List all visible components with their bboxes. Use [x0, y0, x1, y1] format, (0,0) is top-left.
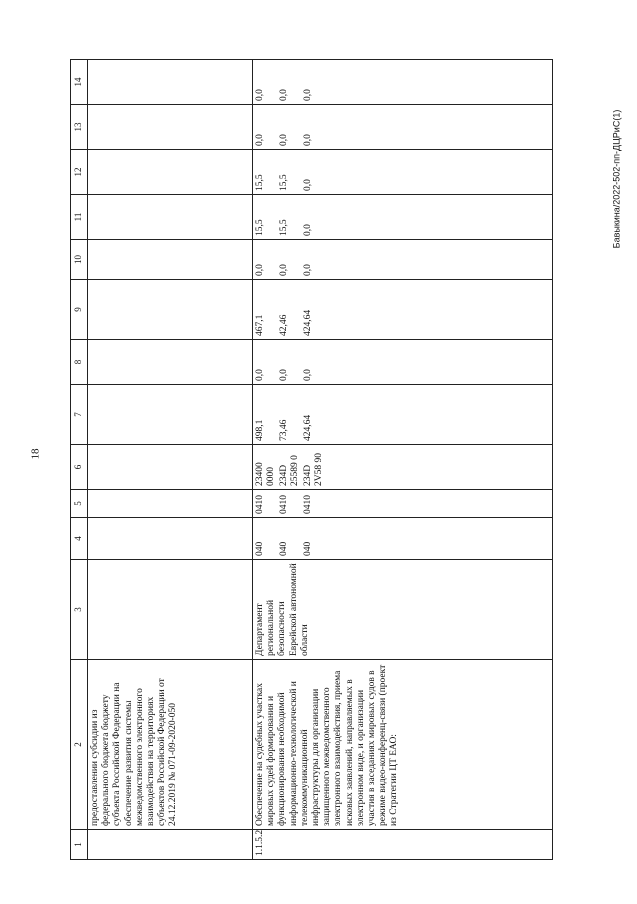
- page-number: 18: [29, 448, 42, 460]
- cell: [88, 340, 253, 385]
- col-header: 10: [71, 240, 88, 280]
- col-header: 13: [71, 105, 88, 150]
- row-number: [88, 830, 253, 860]
- cell: [88, 490, 253, 518]
- cell: [88, 385, 253, 445]
- responsible: Департамент региональной безопасности Еврейской автономной области: [253, 560, 553, 660]
- table-row: [88, 60, 253, 860]
- col-header: 12: [71, 150, 88, 195]
- budget-table: [70, 59, 553, 860]
- cell: [88, 150, 253, 195]
- cell: [88, 60, 253, 105]
- kbk-section: 0410 0410 0410: [253, 490, 553, 518]
- rotated-table-container: [70, 60, 590, 860]
- col-header: 8: [71, 340, 88, 385]
- col-header: 3: [71, 560, 88, 660]
- total: 498,1 73,46 424,64: [253, 385, 553, 445]
- col-header: 6: [71, 445, 88, 490]
- kbk-target: 23400 0000 234D 25589 0 234D 2V58 90: [253, 445, 553, 490]
- measure-description: Обеспечение на судебных участках мировых судей формирования и функционирования необходимой информационно-технологической и телекоммуникационной инфраструктуры для организации защищенного межведомственного электронного взаимодействия, приема исковых заявлений, направляемых в электронном виде, и организации участия в заседаниях мировых судов в режиме видео-конференц-связи (проект из Стратегии ЦТ ЕАО:: [253, 660, 553, 830]
- value: 0,0 0,0 0,0: [253, 60, 553, 105]
- col-header: 5: [71, 490, 88, 518]
- cell: [88, 445, 253, 490]
- kbk-grbs: 040 040 040: [253, 518, 553, 560]
- cell: [88, 195, 253, 240]
- row-number: 1.1.5.2: [253, 830, 553, 860]
- cell: [88, 518, 253, 560]
- col-header: 9: [71, 280, 88, 340]
- col-header: 2: [71, 660, 88, 830]
- cell: [88, 280, 253, 340]
- document-code: Бавыкина/2022-502-пп-ДЦРиС(1): [611, 109, 622, 249]
- cell: [88, 240, 253, 280]
- value: 15,5 15,5 0,0: [253, 150, 553, 195]
- measure-description: предоставлении субсидии из федерального бюджета бюджету субъекта Российской Федерации на обеспечение развития системы межведомственного электронного взаимодействия на территориях субъектов Российской Федерации от 24.12.2019 № 071-09-2020-050: [88, 660, 253, 830]
- value: 467,1 42,46 424,64: [253, 280, 553, 340]
- col-header: 14: [71, 60, 88, 105]
- responsible: [88, 560, 253, 660]
- col-header: 11: [71, 195, 88, 240]
- header-row: [71, 60, 88, 860]
- value: 15,5 15,5 0,0: [253, 195, 553, 240]
- value: 0,0 0,0 0,0: [253, 340, 553, 385]
- col-header: 1: [71, 830, 88, 860]
- table-row: [253, 60, 553, 860]
- col-header: 7: [71, 385, 88, 445]
- value: 0,0 0,0 0,0: [253, 240, 553, 280]
- col-header: 4: [71, 518, 88, 560]
- cell: [88, 105, 253, 150]
- value: 0,0 0,0 0,0: [253, 105, 553, 150]
